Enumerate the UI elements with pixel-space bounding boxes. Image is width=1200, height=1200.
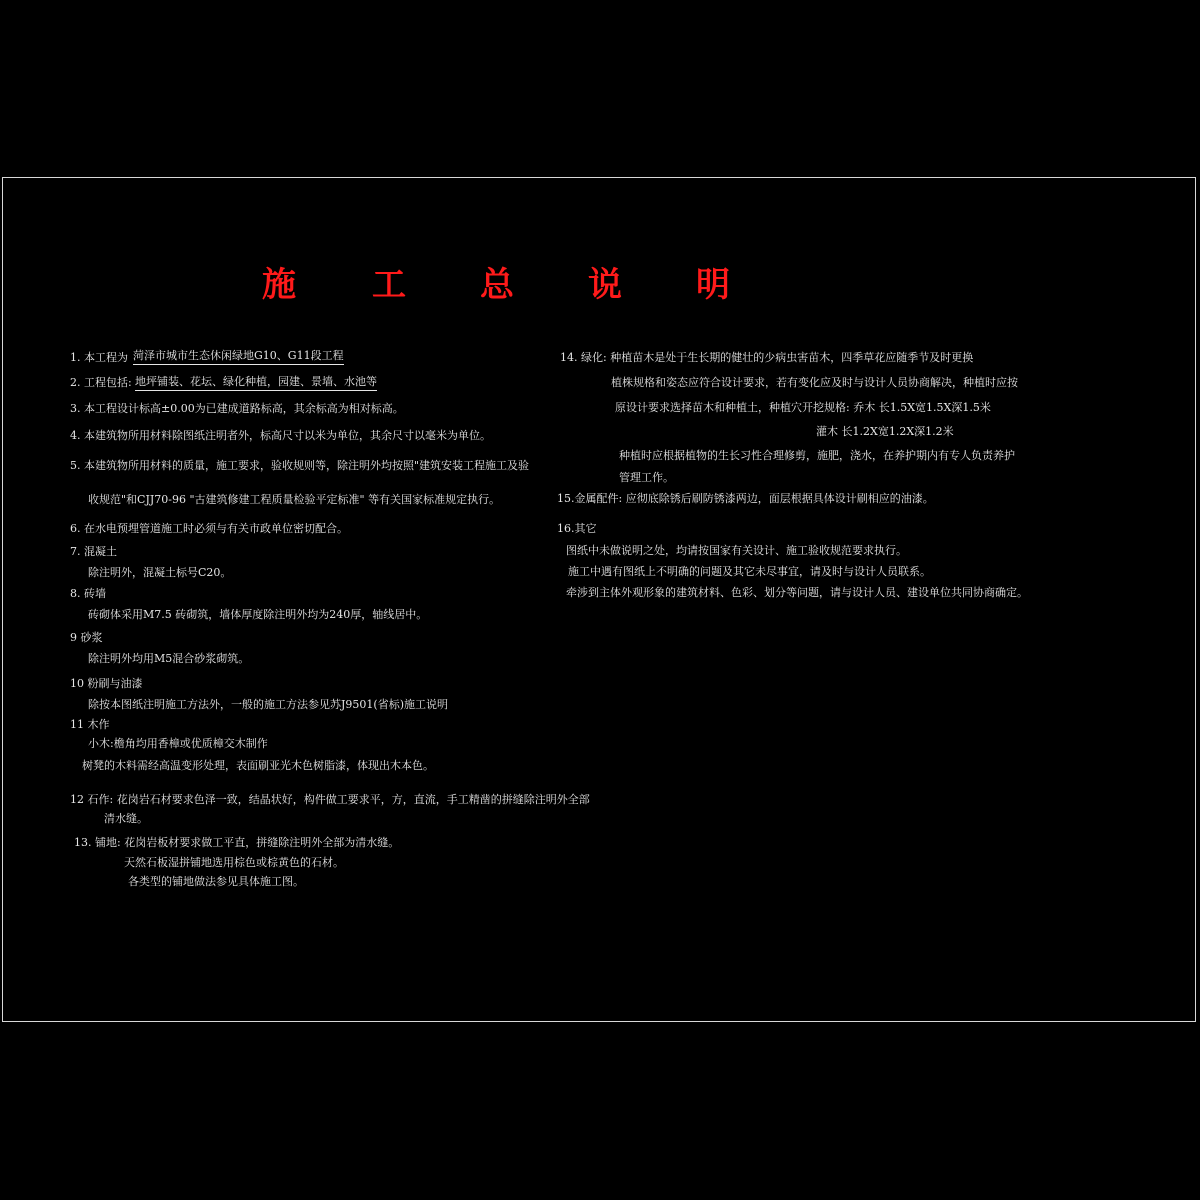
note-14-line4: 灌木 长1.2X宽1.2X深1.2米 [816, 425, 954, 438]
note-8-body: 砖砌体采用M7.5 砖砌筑，墙体厚度除注明外均为240厚，轴线居中。 [88, 608, 428, 621]
title-char: 说 [588, 265, 622, 305]
note-14-line1: 14. 绿化: 种植苗木是处于生长期的健壮的少病虫害苗木，四季草花应随季节及时更换 [560, 351, 974, 364]
note-2-scope: 地坪铺装、花坛、绿化种植，园建、景墙、水池等 [135, 375, 377, 391]
note-5-line2: 收规范"和CJJ70-96 "古建筑修建工程质量检验平定标准" 等有关国家标准规定执行。 [88, 493, 501, 506]
note-7-heading: 7. 混凝土 [70, 545, 117, 558]
note-10-heading: 10 粉刷与油漆 [70, 677, 143, 690]
note-6: 6. 在水电预埋管道施工时必须与有关市政单位密切配合。 [70, 522, 348, 535]
title-char: 明 [696, 265, 730, 305]
note-14-line2: 植株规格和姿态应符合设计要求，若有变化应及时与设计人员协商解决，种植时应按 [611, 376, 1018, 389]
note-14-line5: 种植时应根据植物的生长习性合理修剪，施肥，浇水，在养护期内有专人负责养护 [619, 449, 1015, 462]
note-13-line2: 天然石板湿拼铺地选用棕色或棕黄色的石材。 [124, 856, 344, 869]
note-12-line1: 12 石作: 花岗岩石材要求色泽一致，结晶状好，构件做工要求平，方，直流，手工精凿的拼缝除注明外全部 [70, 793, 590, 806]
note-16-body-3: 牵涉到主体外观形象的建筑材料、色彩、划分等问题，请与设计人员、建设单位共同协商确定。 [566, 586, 1028, 599]
note-3: 3. 本工程设计标高±0.00为已建成道路标高，其余标高为相对标高。 [70, 402, 404, 415]
note-2-prefix: 2. 工程包括: [70, 376, 132, 389]
note-7-body: 除注明外，混凝土标号C20。 [88, 566, 232, 579]
note-13-line3: 各类型的铺地做法参见具体施工图。 [128, 875, 304, 888]
note-15: 15.金属配件: 应彻底除锈后刷防锈漆两边，面层根据具体设计刷相应的油漆。 [557, 492, 934, 505]
note-11-body-2: 树凳的木料需经高温变形处理，表面刷亚光木色树脂漆，体现出木本色。 [82, 759, 434, 772]
note-12-line2: 清水缝。 [104, 812, 148, 825]
note-11-heading: 11 木作 [70, 718, 110, 731]
note-1-prefix: 1. 本工程为 [70, 351, 128, 364]
note-14-line6: 管理工作。 [619, 471, 674, 484]
note-9-body: 除注明外均用M5混合砂浆砌筑。 [88, 652, 250, 665]
note-16-body-1: 图纸中未做说明之处，均请按国家有关设计、施工验收规范要求执行。 [566, 544, 907, 557]
note-9-heading: 9 砂浆 [70, 631, 103, 644]
note-10-body: 除按本图纸注明施工方法外，一般的施工方法参见苏J9501(省标)施工说明 [88, 698, 448, 711]
note-11-body-1: 小木:檐角均用香樟或优质樟交木制作 [88, 737, 268, 750]
note-16-body-2: 施工中遇有图纸上不明确的问题及其它未尽事宜，请及时与设计人员联系。 [568, 565, 931, 578]
note-13-line1: 13. 铺地: 花岗岩板材要求做工平直，拼缝除注明外全部为清水缝。 [74, 836, 400, 849]
title-char: 施 [262, 265, 296, 305]
note-16-heading: 16.其它 [557, 522, 597, 535]
note-4: 4. 本建筑物所用材料除图纸注明者外，标高尺寸以米为单位，其余尺寸以毫米为单位。 [70, 429, 491, 442]
note-1-project-name: 菏泽市城市生态休闲绿地G10、G11段工程 [133, 349, 344, 365]
note-14-line3: 原设计要求选择苗木和种植土，种植穴开挖规格: 乔木 长1.5X宽1.5X深1.5米 [615, 401, 991, 414]
title-char: 总 [480, 265, 514, 305]
note-8-heading: 8. 砖墙 [70, 587, 106, 600]
title-char: 工 [372, 265, 406, 305]
note-5-line1: 5. 本建筑物所用材料的质量，施工要求，验收规则等，除注明外均按照"建筑安装工程施工及验 [70, 459, 530, 472]
